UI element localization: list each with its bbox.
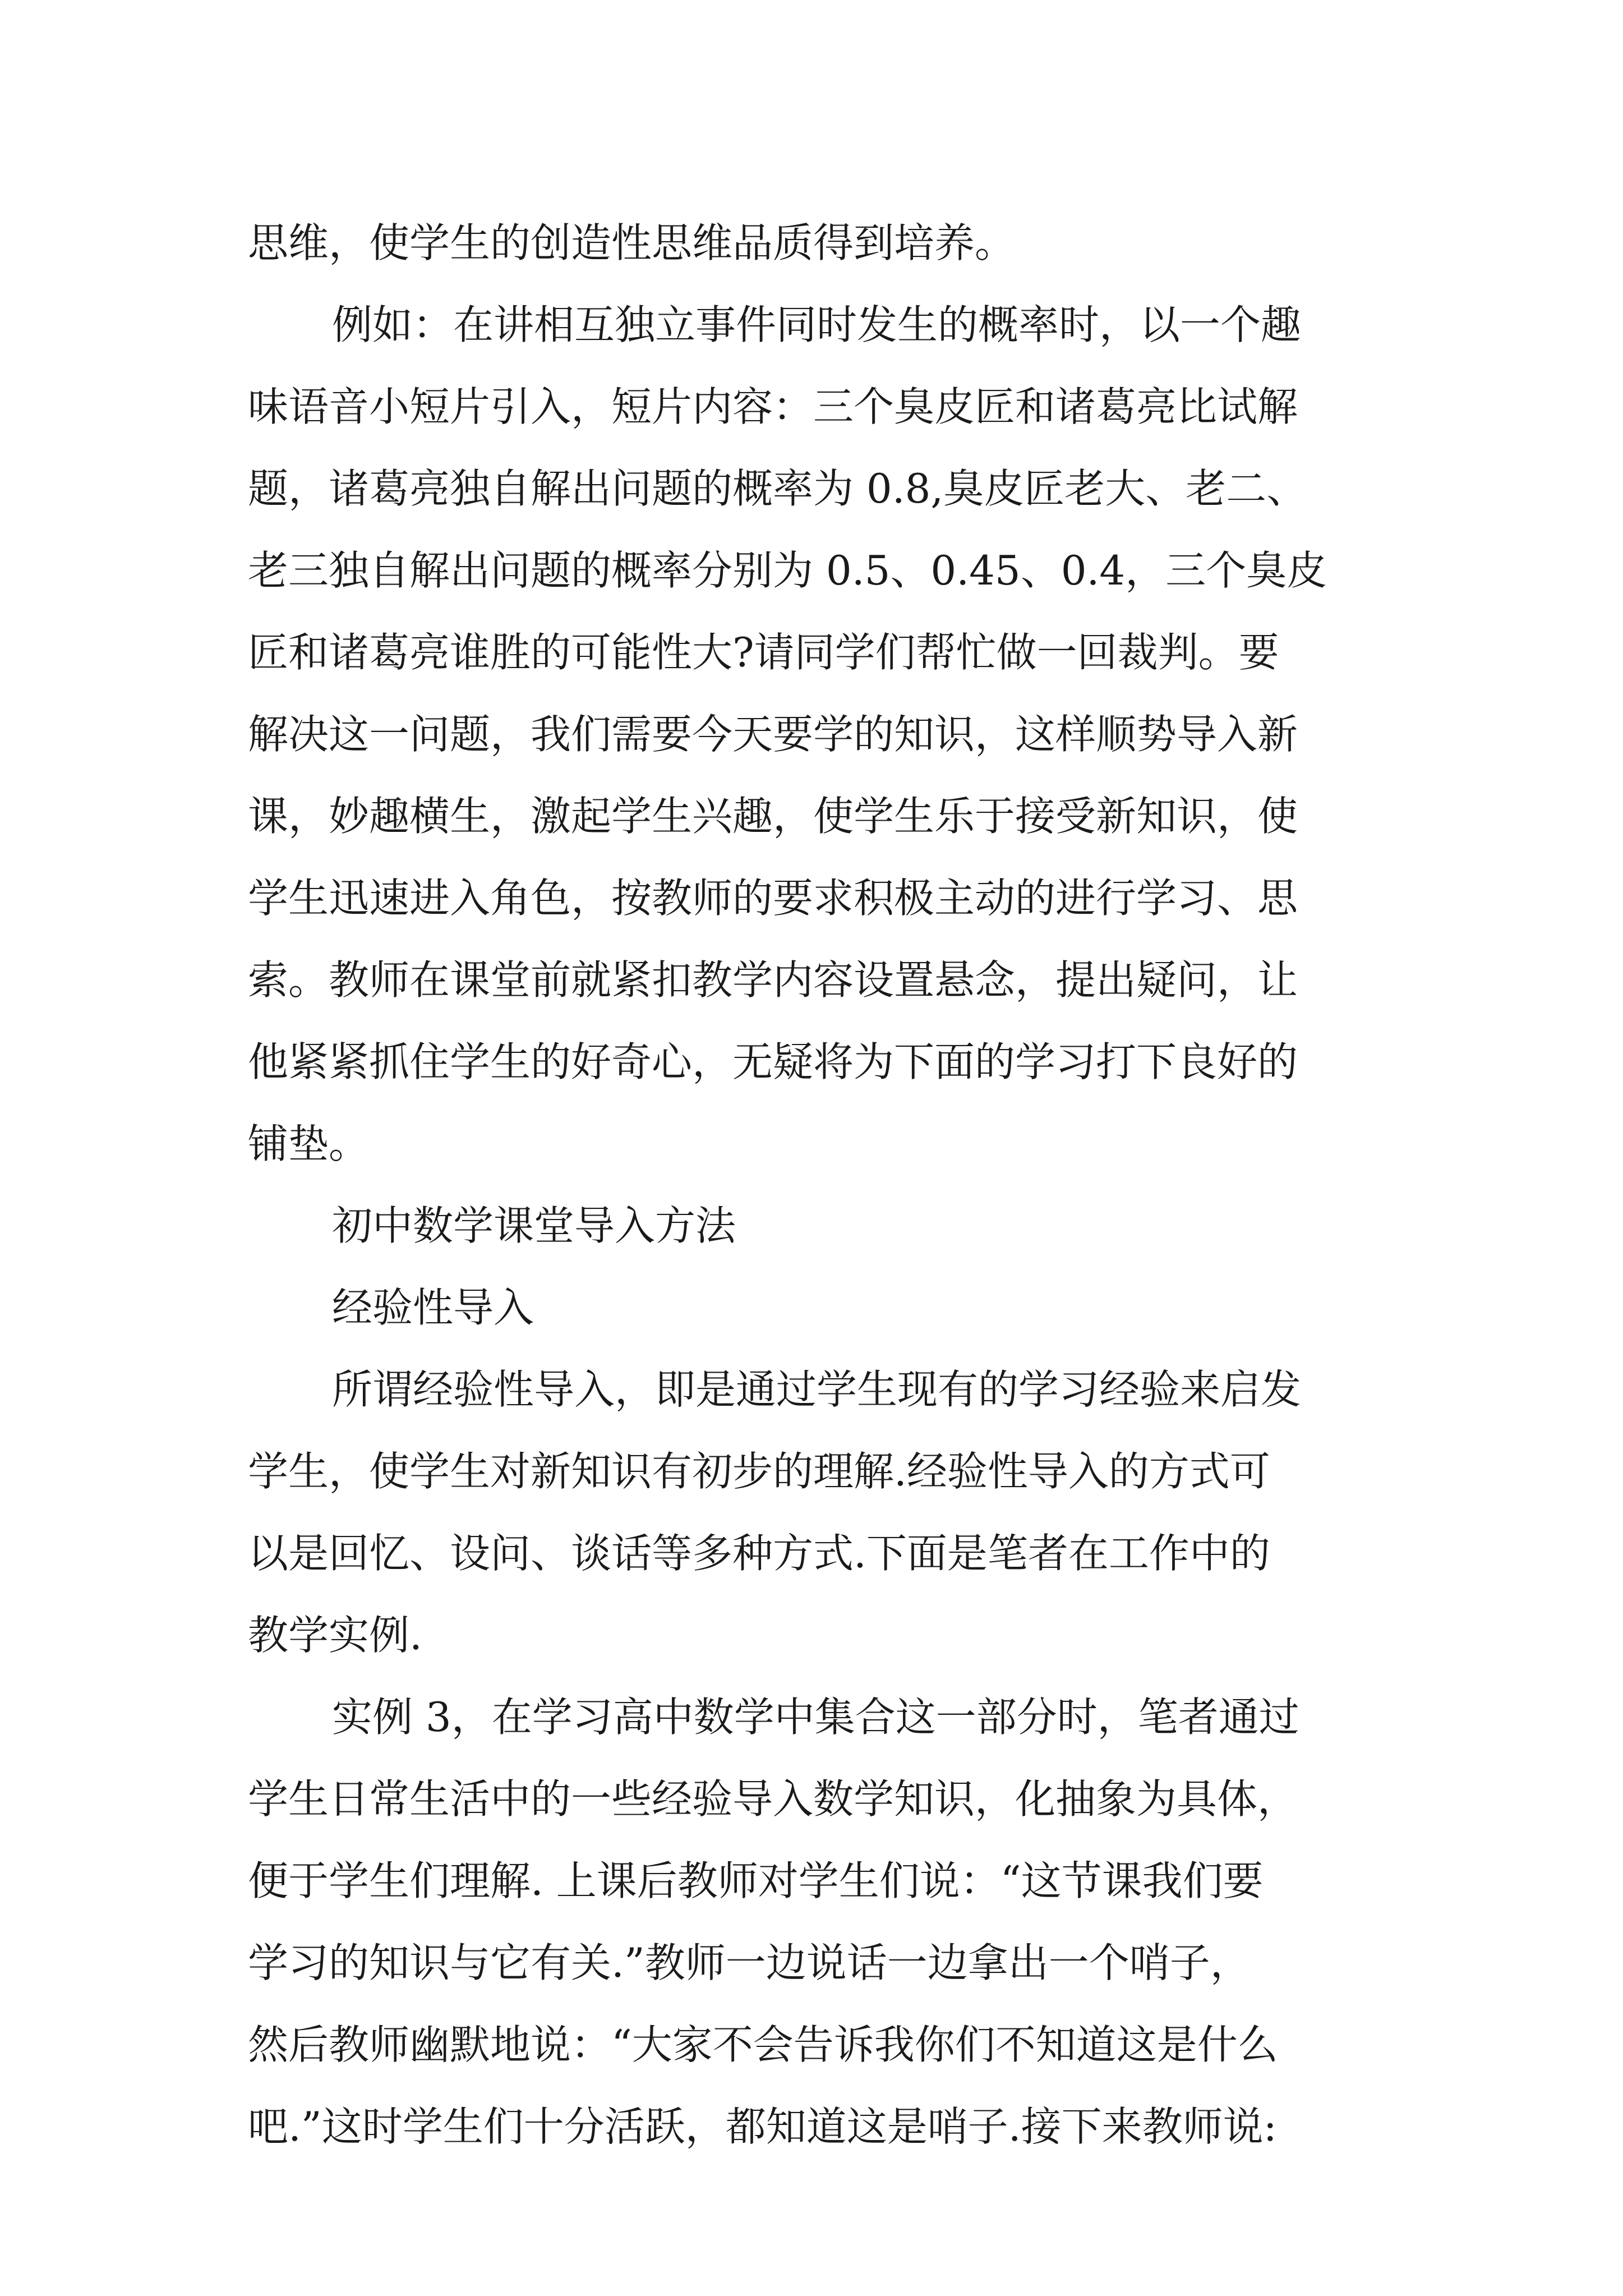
text-line: 例如：在讲相互独立事件同时发生的概率时，以一个趣 [332,301,1302,348]
text-line: 匠和诸葛亮谁胜的可能性大?请同学们帮忙做一回裁判。要 [248,629,1279,676]
text-line: 然后教师幽默地说：“大家不会告诉我你们不知道这是什么 [248,2021,1278,2068]
text-line: 学生迅速进入角色，按教师的要求积极主动的进行学习、思 [248,875,1298,922]
document-body [248,202,1386,2168]
text-line: 味语音小短片引入，短片内容：三个臭皮匠和诸葛亮比试解 [248,383,1298,430]
text-line: 实例 3，在学习高中数学中集合这一部分时，笔者通过 [332,1694,1299,1741]
text-line: 学习的知识与它有关.”教师一边说话一边拿出一个哨子， [248,1939,1251,1986]
text-line: 以是回忆、设问、谈话等多种方式.下面是笔者在工作中的 [248,1530,1270,1577]
text-line: 吧.”这时学生们十分活跃，都知道这是哨子.接下来教师说: [248,2103,1277,2150]
text-line: 铺垫。 [248,1120,370,1167]
text-line: 便于学生们理解. 上课后教师对学生们说：“这节课我们要 [248,1857,1264,1904]
text-line: 思维，使学生的创造性思维品质得到培养。 [248,219,1016,266]
text-line: 学生日常生活中的一些经验导入数学知识，化抽象为具体， [248,1775,1298,1823]
text-line: 老三独自解出问题的概率分别为 0.5、0.45、0.4，三个臭皮 [248,547,1327,594]
section-heading: 初中数学课堂导入方法 [332,1202,736,1249]
subsection-heading: 经验性导入 [332,1284,534,1331]
text-line: 教学实例. [248,1612,422,1659]
text-line: 解决这一问题，我们需要今天要学的知识，这样顺势导入新 [248,711,1298,758]
text-line: 索。教师在课堂前就紧扣教学内容设置悬念，提出疑问，让 [248,956,1298,1004]
text-line: 课，妙趣横生，激起学生兴趣，使学生乐于接受新知识，使 [248,793,1298,840]
text-line: 题，诸葛亮独自解出问题的概率为 0.8,臭皮匠老大、老二、 [248,465,1307,512]
text-line: 所谓经验性导入，即是通过学生现有的学习经验来启发 [332,1366,1302,1413]
text-line: 学生，使学生对新知识有初步的理解.经验性导入的方式可 [248,1448,1270,1495]
text-line: 他紧紧抓住学生的好奇心，无疑将为下面的学习打下良好的 [248,1038,1298,1085]
